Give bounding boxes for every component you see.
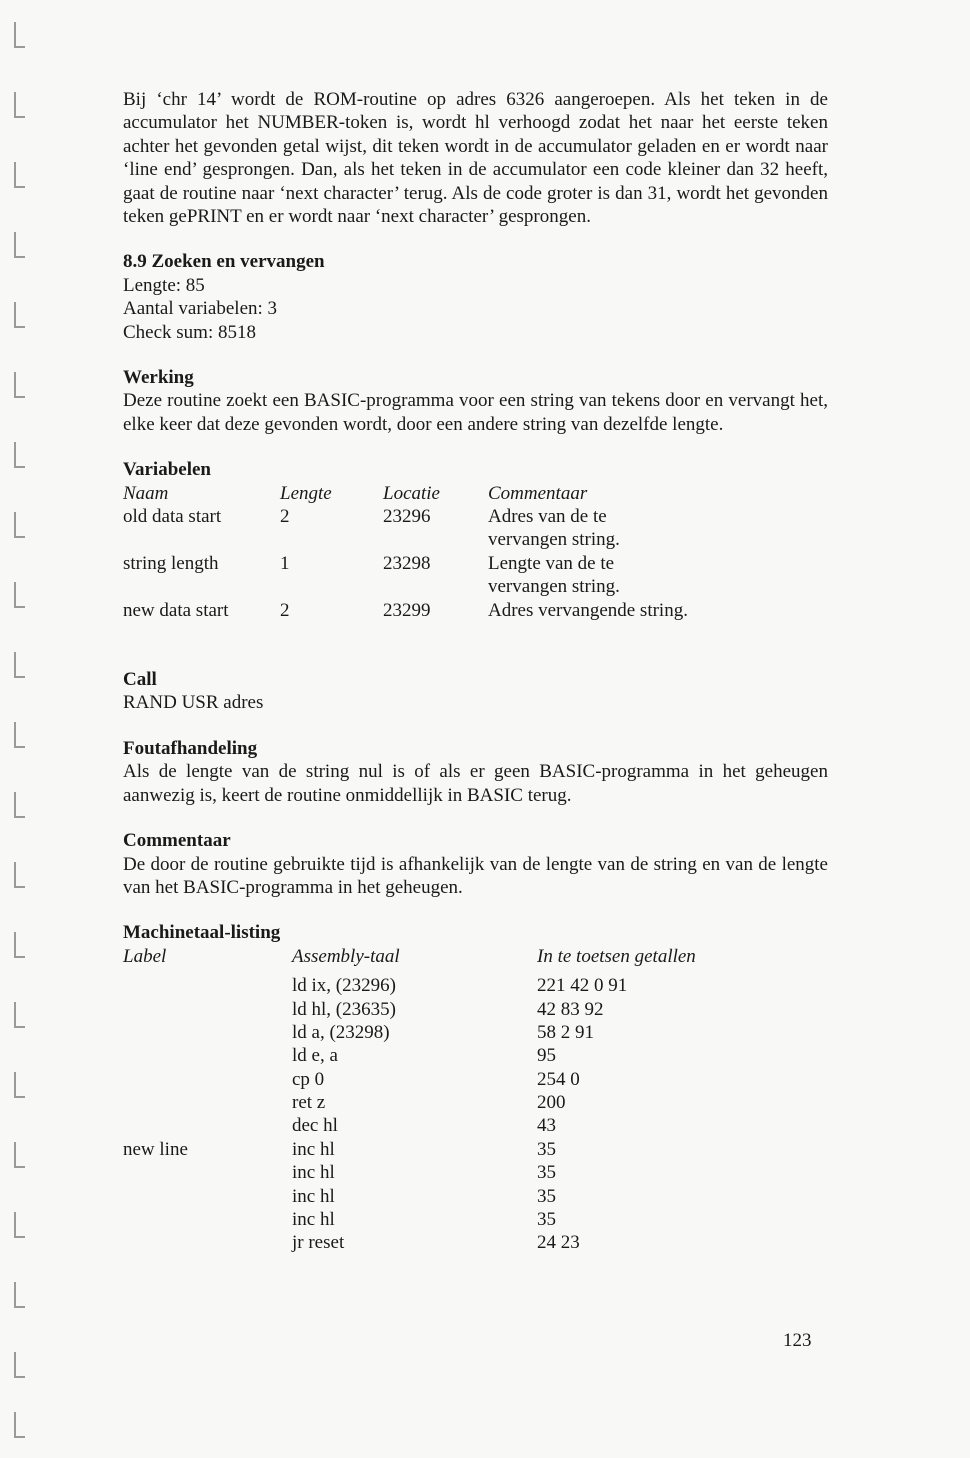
listing-asm: inc hl [292,1209,335,1231]
header-label: Label [123,945,167,967]
werking-heading: Werking [123,367,194,389]
table-row [123,505,828,552]
table-row [123,1208,828,1231]
table-row [123,552,828,599]
listing-num: 95 [537,1045,556,1067]
intro-paragraph: Bij ‘chr 14’ wordt de ROM-routine op adres 6326 aangeroepen. Als het teken in de accumulator het NUMBER-token is, wordt hl verhoogd zodat het naar het eerste teken achter het gevonden getal wijst, dit teken wordt in de accumulator geladen en er wordt naar ‘line end’ gesprongen. Dan, als het teken in de accumulator een code kleiner dan 32 heeft, gaat de routine naar ‘next character’ terug. Als de code groter is dan 31, wordt het gevonden teken gePRINT en er wordt naar ‘next character’ gesprongen. [123,89,828,228]
section-title: 8.9 Zoeken en vervangen [123,251,325,273]
var-commentaar: Adres vervangende string. [488,600,688,622]
table-row [123,1231,828,1254]
header-naam: Naam [123,482,169,504]
listing-asm: ld ix, (23296) [292,975,396,997]
table-row [123,1185,828,1208]
listing-num: 221 42 0 91 [537,975,628,997]
page-content [123,88,828,1255]
var-locatie: 23299 [383,600,431,622]
listing-asm: inc hl [292,1162,335,1184]
header-commentaar: Commentaar [488,482,588,504]
call-heading: Call [123,669,157,691]
listing-label: new line [123,1138,188,1160]
listing-table [123,945,828,1255]
table-row [123,1161,828,1184]
variables-header-row [123,482,828,505]
listing-heading: Machinetaal-listing [123,922,281,944]
listing-asm: ld hl, (23635) [292,998,396,1020]
listing-num: 58 2 91 [537,1021,594,1043]
table-row [123,1021,828,1044]
table-row [123,974,828,997]
table-row [123,1044,828,1067]
section-checksum: Check sum: 8518 [123,321,256,343]
header-locatie: Locatie [383,482,440,504]
variables-table [123,482,828,646]
listing-asm: inc hl [292,1185,335,1207]
section-length: Lengte: 85 [123,274,205,296]
table-row [123,998,828,1021]
page-number: 123 [783,1330,812,1351]
var-commentaar: Lengte van de te vervangen string. [488,553,620,598]
var-locatie: 23296 [383,506,431,528]
var-naam: new data start [123,600,229,622]
spiral-binding [0,0,40,1458]
listing-asm: ld e, a [292,1045,338,1067]
commentaar-heading: Commentaar [123,830,231,852]
werking-text: Deze routine zoekt een BASIC-programma voor een string van tekens door en vervangt het, elke keer dat deze gevonden wordt, door een andere string van dezelfde lengte. [123,390,828,435]
listing-num: 200 [537,1092,566,1114]
header-getallen: In te toetsen getallen [537,945,696,967]
call-text: RAND USR adres [123,692,264,714]
listing-asm: dec hl [292,1115,338,1137]
listing-num: 35 [537,1185,556,1207]
table-row [123,599,828,646]
listing-asm: ld a, (23298) [292,1021,390,1043]
listing-num: 43 [537,1115,556,1137]
listing-num: 35 [537,1209,556,1231]
listing-header-row [123,945,828,968]
header-assembly: Assembly-taal [292,945,400,967]
listing-asm: inc hl [292,1138,335,1160]
listing-asm: cp 0 [292,1068,325,1090]
table-row [123,1114,828,1137]
var-locatie: 23298 [383,553,431,575]
var-lengte: 2 [280,506,290,528]
table-row [123,1068,828,1091]
commentaar-text: De door de routine gebruikte tijd is afhankelijk van de lengte van de string en van de lengte van het BASIC-programma in het geheugen. [123,853,828,898]
table-row [123,1138,828,1161]
variabelen-heading: Variabelen [123,459,211,481]
var-naam: string length [123,553,219,575]
listing-asm: ret z [292,1092,326,1114]
var-lengte: 1 [280,553,290,575]
listing-num: 35 [537,1162,556,1184]
listing-num: 24 23 [537,1232,580,1254]
foutafhandeling-heading: Foutafhandeling [123,737,258,759]
table-row [123,1091,828,1114]
foutafhandeling-text: Als de lengte van de string nul is of als er geen BASIC-programma in het geheugen aanwezig is, keert de routine onmiddellijk in BASIC terug. [123,761,828,806]
listing-num: 254 0 [537,1068,580,1090]
var-naam: old data start [123,506,222,528]
var-lengte: 2 [280,600,290,622]
listing-num: 42 83 92 [537,998,604,1020]
listing-asm: jr reset [292,1232,345,1254]
var-commentaar: Adres van de te vervangen string. [488,506,620,551]
header-lengte: Lengte [280,482,332,504]
listing-num: 35 [537,1138,556,1160]
section-vars-count: Aantal variabelen: 3 [123,298,278,320]
